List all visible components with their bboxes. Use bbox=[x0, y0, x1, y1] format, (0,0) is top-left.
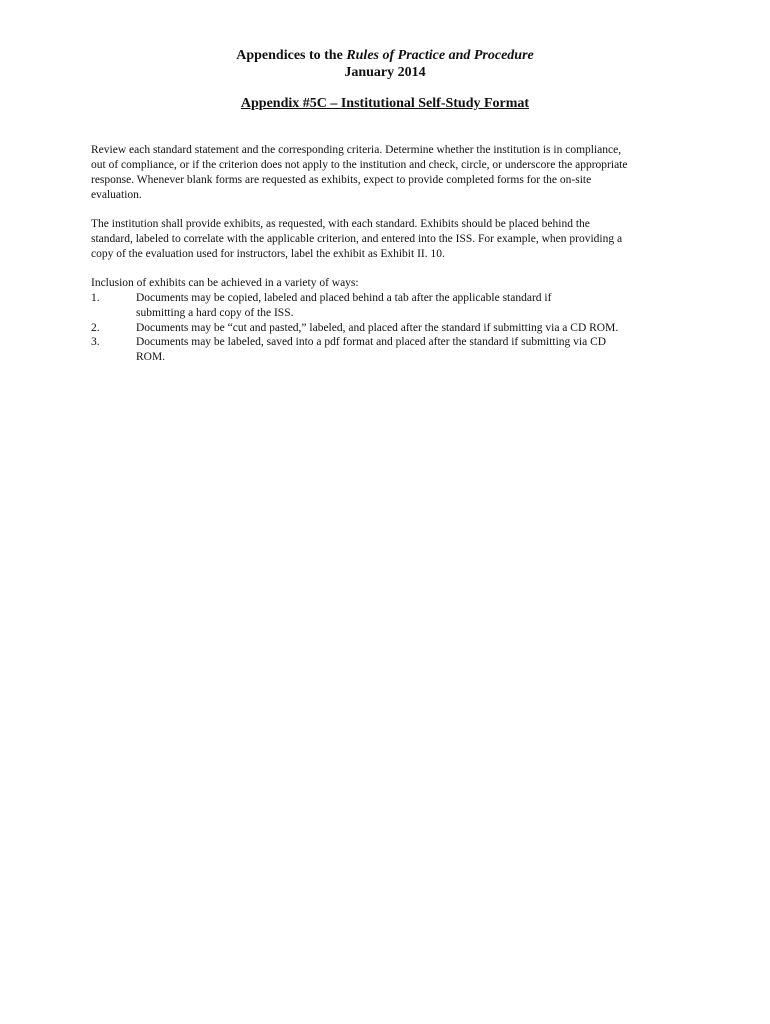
header-line-1 bbox=[0, 47, 770, 64]
paragraph-inclusion bbox=[91, 276, 691, 291]
paragraph-exhibits bbox=[91, 217, 691, 262]
list-item-text: Documents may be “cut and pasted,” labeled, and placed after the standard if submitting via a CD ROM. bbox=[136, 321, 619, 334]
list-item bbox=[91, 291, 691, 321]
paragraph-line: The institution shall provide exhibits, as requested, with each standard. Exhibits should be placed behind the bbox=[91, 218, 590, 230]
paragraph-line: Review each standard statement and the corresponding criteria. Determine whether the institution is in compliance, bbox=[91, 144, 622, 156]
paragraph-line: evaluation. bbox=[91, 189, 142, 201]
list-item-text: ROM. bbox=[136, 351, 166, 364]
list-item-number: 2. bbox=[91, 321, 100, 334]
header-rules-title: Rules of Practice and Procedure bbox=[346, 48, 534, 63]
list-item bbox=[91, 335, 691, 365]
list-item-text: Documents may be labeled, saved into a pdf format and placed after the standard if submitting via CD bbox=[136, 336, 607, 349]
paragraph-line: Inclusion of exhibits can be achieved in a variety of ways: bbox=[91, 277, 359, 289]
list-item bbox=[91, 321, 691, 336]
paragraph-line: out of compliance, or if the criterion does not apply to the institution and check, circle, or underscore the appropriate bbox=[91, 159, 628, 171]
list-item-text: submitting a hard copy of the ISS. bbox=[136, 306, 294, 319]
paragraph-line: copy of the evaluation used for instructors, label the exhibit as Exhibit II. 10. bbox=[91, 248, 445, 260]
inclusion-list bbox=[91, 291, 691, 365]
header-prefix: Appendices to the bbox=[236, 48, 347, 63]
list-item-number: 3. bbox=[91, 336, 100, 349]
header-date: January 2014 bbox=[344, 65, 426, 80]
paragraph-line: standard, labeled to correlate with the applicable criterion, and entered into the ISS. For example, when providing a bbox=[91, 233, 623, 245]
paragraph-line: response. Whenever blank forms are requested as exhibits, expect to provide completed forms for the on-site bbox=[91, 174, 592, 186]
appendix-title: Appendix #5C – Institutional Self-Study Format bbox=[240, 96, 530, 111]
list-item-number: 1. bbox=[91, 292, 100, 304]
list-item-text: Documents may be copied, labeled and placed behind a tab after the applicable standard if bbox=[136, 292, 552, 304]
paragraph-review bbox=[91, 143, 691, 203]
document-header bbox=[0, 47, 770, 81]
